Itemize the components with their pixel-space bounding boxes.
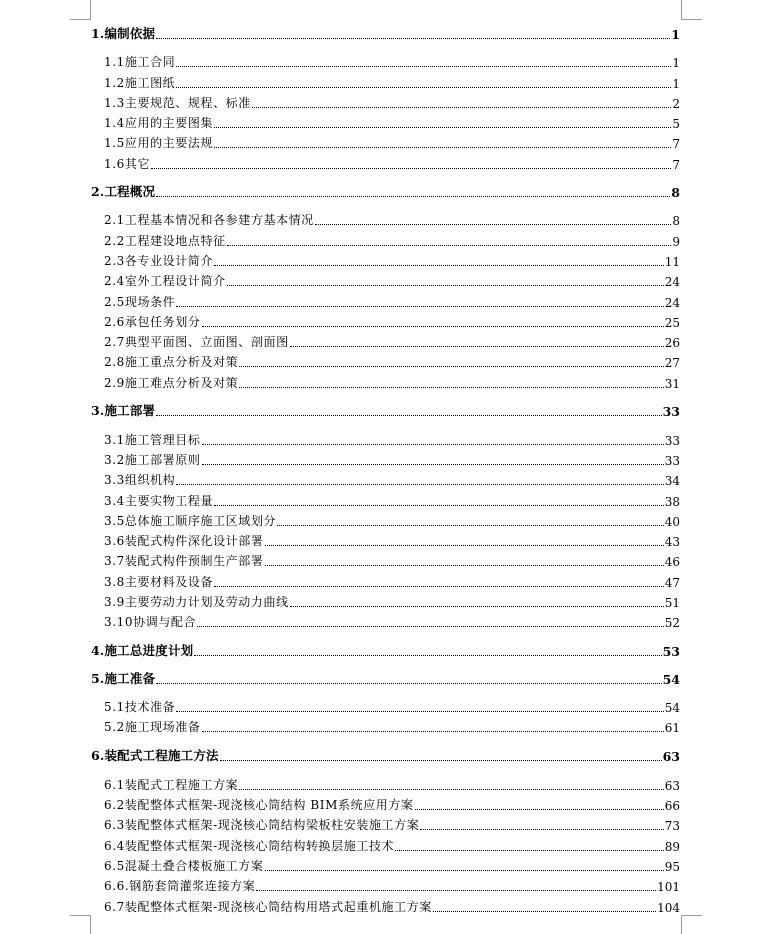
toc-dot-leader <box>239 387 663 388</box>
toc-section-entry[interactable] <box>104 876 680 894</box>
toc-entry-title: 1.6其它 <box>104 157 151 171</box>
toc-chapter-entry[interactable] <box>91 669 680 687</box>
toc-entry-title: 6.7装配整体式框架-现浇核心筒结构用塔式起重机施工方案 <box>104 900 432 914</box>
toc-page-number: 25 <box>664 316 680 330</box>
toc-page-number: 63 <box>664 779 680 793</box>
toc-section-entry[interactable] <box>104 697 680 715</box>
toc-page-number: 34 <box>664 474 680 488</box>
toc-dot-leader <box>156 683 661 684</box>
toc-dot-leader <box>252 107 671 108</box>
toc-page-number: 26 <box>664 336 680 350</box>
toc-section-entry[interactable] <box>104 551 680 569</box>
toc-page-number: 31 <box>664 377 680 391</box>
toc-dot-leader <box>433 911 656 912</box>
toc-dot-leader <box>202 731 664 732</box>
toc-page-number: 89 <box>664 840 680 854</box>
toc-entry-title: 1.编制依据 <box>91 26 156 41</box>
toc-entry-title: 6.5混凝土叠合楼板施工方案 <box>104 859 264 873</box>
toc-dot-leader <box>202 464 664 465</box>
toc-page-number: 2 <box>672 97 680 111</box>
toc-dot-leader <box>214 505 664 506</box>
toc-page-number: 54 <box>664 701 680 715</box>
toc-section-entry[interactable] <box>104 815 680 833</box>
toc-section-entry[interactable] <box>104 717 680 735</box>
toc-dot-leader <box>415 809 664 810</box>
toc-entry-title: 2.2工程建设地点特征 <box>104 234 226 248</box>
toc-section-entry[interactable] <box>104 251 680 269</box>
toc-section-entry[interactable] <box>104 373 680 391</box>
toc-dot-leader <box>214 147 671 148</box>
toc-page-number: 66 <box>664 799 680 813</box>
toc-entry-title: 2.4室外工程设计简介 <box>104 274 226 288</box>
toc-page-number: 1 <box>672 77 680 91</box>
toc-entry-title: 1.1施工合同 <box>104 55 176 69</box>
toc-page-number: 24 <box>664 296 680 310</box>
toc-dot-leader <box>151 168 671 169</box>
toc-dot-leader <box>156 196 670 197</box>
toc-entry-title: 5.施工准备 <box>91 671 156 686</box>
toc-page-number: 51 <box>664 596 680 610</box>
toc-dot-leader <box>290 606 664 607</box>
toc-page-number: 73 <box>664 819 680 833</box>
toc-section-entry[interactable] <box>104 491 680 509</box>
toc-dot-leader <box>256 890 656 891</box>
toc-section-entry[interactable] <box>104 836 680 854</box>
toc-entry-title: 1.2施工图纸 <box>104 76 176 90</box>
toc-page-number: 43 <box>664 535 680 549</box>
toc-section-entry[interactable] <box>104 93 680 111</box>
toc-dot-leader <box>156 415 661 416</box>
toc-page-number: 7 <box>672 137 680 151</box>
toc-section-entry[interactable] <box>104 572 680 590</box>
toc-section-entry[interactable] <box>104 332 680 350</box>
toc-entry-title: 3.6装配式构件深化设计部署 <box>104 534 264 548</box>
toc-dot-leader <box>420 829 663 830</box>
toc-entry-title: 6.3装配整体式框架-现浇核心筒结构梁板柱安装施工方案 <box>104 818 420 832</box>
toc-page-number: 46 <box>664 555 680 569</box>
toc-entry-title: 3.施工部署 <box>91 403 156 418</box>
toc-page-number: 38 <box>664 495 680 509</box>
toc-chapter-entry[interactable] <box>91 641 680 659</box>
toc-entry-title: 2.1工程基本情况和各参建方基本情况 <box>104 213 314 227</box>
toc-page-number: 24 <box>664 275 680 289</box>
toc-entry-title: 6.2装配整体式框架-现浇核心筒结构 BIM系统应用方案 <box>104 798 414 812</box>
toc-section-entry[interactable] <box>104 592 680 610</box>
toc-entry-title: 2.工程概况 <box>91 184 156 199</box>
toc-section-entry[interactable] <box>104 470 680 488</box>
toc-section-entry[interactable] <box>104 210 680 228</box>
toc-section-entry[interactable] <box>104 271 680 289</box>
toc-entry-title: 2.9施工难点分析及对策 <box>104 376 239 390</box>
toc-page-number: 1 <box>672 56 680 70</box>
toc-entry-title: 2.7典型平面图、立面图、剖面图 <box>104 335 289 349</box>
toc-dot-leader <box>214 265 664 266</box>
toc-entry-title: 2.5现场条件 <box>104 295 176 309</box>
toc-entry-title: 3.8主要材料及设备 <box>104 575 214 589</box>
toc-dot-leader <box>176 484 663 485</box>
toc-section-entry[interactable] <box>104 775 680 793</box>
toc-page-number: 8 <box>672 214 680 228</box>
toc-section-entry[interactable] <box>104 897 680 915</box>
toc-dot-leader <box>176 306 663 307</box>
toc-chapter-entry[interactable] <box>91 401 680 419</box>
toc-page-number: 101 <box>657 880 680 894</box>
toc-dot-leader <box>315 224 671 225</box>
toc-dot-leader <box>156 38 670 39</box>
toc-dot-leader <box>265 545 664 546</box>
toc-dot-leader <box>265 870 664 871</box>
toc-entry-title: 6.装配式工程施工方法 <box>91 748 219 763</box>
toc-page-number: 40 <box>664 515 680 529</box>
toc-entry-title: 2.6承包任务划分 <box>104 315 201 329</box>
toc-page-number: 104 <box>657 901 680 915</box>
toc-section-entry[interactable] <box>104 352 680 370</box>
toc-section-entry[interactable] <box>104 450 680 468</box>
toc-entry-title: 2.3各专业设计简介 <box>104 254 214 268</box>
toc-chapter-entry[interactable] <box>91 746 680 764</box>
toc-dot-leader <box>176 87 671 88</box>
toc-page-number: 5 <box>672 117 680 131</box>
toc-page-number: 61 <box>664 721 680 735</box>
toc-chapter-entry[interactable] <box>91 182 680 200</box>
toc-section-entry[interactable] <box>104 231 680 249</box>
toc-section-entry[interactable] <box>104 612 680 630</box>
toc-entry-title: 3.9主要劳动力计划及劳动力曲线 <box>104 595 289 609</box>
toc-page-number: 33 <box>664 454 680 468</box>
toc-dot-leader <box>176 711 663 712</box>
toc-section-entry[interactable] <box>104 292 680 310</box>
toc-page-number: 53 <box>662 644 680 659</box>
toc-entry-title: 5.2施工现场准备 <box>104 720 201 734</box>
toc-section-entry[interactable] <box>104 312 680 330</box>
toc-entry-title: 3.4主要实物工程量 <box>104 494 214 508</box>
toc-page-number: 52 <box>664 616 680 630</box>
toc-section-entry[interactable] <box>104 531 680 549</box>
toc-page-number: 54 <box>662 672 680 687</box>
toc-page-number: 47 <box>664 576 680 590</box>
toc-page-number: 1 <box>671 27 680 42</box>
toc-dot-leader <box>214 586 664 587</box>
toc-entry-title: 3.5总体施工顺序施工区域划分 <box>104 514 277 528</box>
toc-dot-leader <box>239 366 663 367</box>
toc-dot-leader <box>202 326 664 327</box>
toc-dot-leader <box>214 127 671 128</box>
toc-entry-title: 1.3主要规范、规程、标准 <box>104 96 251 110</box>
toc-entry-title: 4.施工总进度计划 <box>91 643 194 658</box>
toc-dot-leader <box>220 760 662 761</box>
toc-section-entry[interactable] <box>104 154 680 172</box>
toc-chapter-entry[interactable] <box>91 24 680 42</box>
toc-page-number: 11 <box>664 255 680 269</box>
toc-page-number: 33 <box>664 434 680 448</box>
toc-page-number: 33 <box>662 404 680 419</box>
toc-page-number: 27 <box>664 356 680 370</box>
toc-entry-title: 1.5应用的主要法规 <box>104 136 214 150</box>
toc-entry-title: 2.8施工重点分析及对策 <box>104 355 239 369</box>
toc-entry-title: 6.4装配整体式框架-现浇核心筒结构转换层施工技术 <box>104 839 395 853</box>
toc-entry-title: 3.3组织机构 <box>104 473 176 487</box>
toc-dot-leader <box>194 655 661 656</box>
toc-entry-title: 6.1装配式工程施工方案 <box>104 778 239 792</box>
toc-dot-leader <box>227 285 664 286</box>
toc-section-entry[interactable] <box>104 73 680 91</box>
toc-dot-leader <box>176 66 671 67</box>
toc-section-entry[interactable] <box>104 795 680 813</box>
toc-dot-leader <box>227 245 672 246</box>
toc-entry-title: 1.4应用的主要图集 <box>104 116 214 130</box>
toc-section-entry[interactable] <box>104 52 680 70</box>
toc-page-number: 8 <box>671 185 680 200</box>
toc-dot-leader <box>197 626 664 627</box>
toc-dot-leader <box>239 789 663 790</box>
toc-page-number: 7 <box>672 158 680 172</box>
toc-dot-leader <box>277 525 664 526</box>
toc-page-number: 95 <box>664 860 680 874</box>
toc-entry-title: 6.6.钢筋套筒灌浆连接方案 <box>104 879 256 893</box>
toc-dot-leader <box>202 444 664 445</box>
toc-section-entry[interactable] <box>104 133 680 151</box>
toc-entry-title: 3.7装配式构件预制生产部署 <box>104 554 264 568</box>
toc-section-entry[interactable] <box>104 430 680 448</box>
toc-entry-title: 5.1技术准备 <box>104 700 176 714</box>
toc-section-entry[interactable] <box>104 856 680 874</box>
toc-entry-title: 3.1施工管理目标 <box>104 433 201 447</box>
toc-dot-leader <box>265 565 664 566</box>
toc-section-entry[interactable] <box>104 511 680 529</box>
toc-dot-leader <box>290 346 664 347</box>
toc-section-entry[interactable] <box>104 113 680 131</box>
toc-entry-title: 3.10协调与配合 <box>104 615 197 629</box>
toc-entry-title: 3.2施工部署原则 <box>104 453 201 467</box>
toc-dot-leader <box>395 850 664 851</box>
toc-page-number: 63 <box>662 749 680 764</box>
toc-page-number: 9 <box>672 235 680 249</box>
